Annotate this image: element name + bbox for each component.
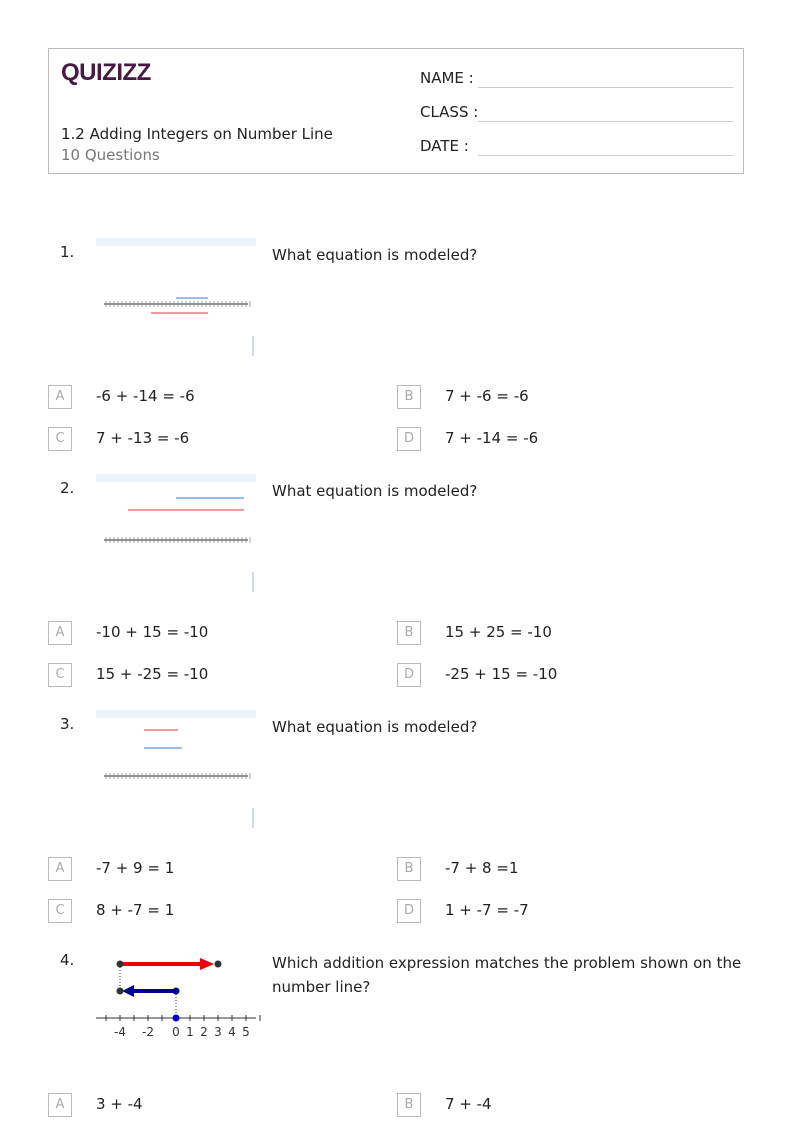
number-line-image: [96, 474, 256, 599]
option-letter-box: C: [48, 899, 72, 923]
name-label: NAME :: [420, 69, 474, 87]
quizizz-logo: QUIZIZZ: [61, 59, 151, 86]
class-field[interactable]: [420, 103, 478, 121]
tick-label: -4: [114, 1025, 126, 1039]
option-letter-box: A: [48, 385, 72, 409]
tick-label: 5: [242, 1025, 250, 1039]
option-text: 3 + -4: [96, 1095, 143, 1113]
option-text: -7 + 9 = 1: [96, 859, 175, 877]
option-text: -6 + -14 = -6: [96, 387, 195, 405]
option-letter-box: B: [397, 385, 421, 409]
tick-label: 4: [228, 1025, 236, 1039]
worksheet-header: [48, 48, 744, 174]
option-text: -25 + 15 = -10: [445, 665, 558, 683]
option-text: 7 + -13 = -6: [96, 429, 190, 447]
question-number: 4.: [60, 951, 75, 969]
number-line-image: [96, 710, 256, 835]
option-letter-box: C: [48, 663, 72, 687]
question-text: What equation is modeled?: [272, 718, 478, 736]
option-text: 15 + 25 = -10: [445, 623, 552, 641]
option-letter-box: A: [48, 621, 72, 645]
option-text: -10 + 15 = -10: [96, 623, 209, 641]
option-letter-box: B: [397, 1093, 421, 1117]
number-line-image: [96, 238, 256, 363]
option-text: 15 + -25 = -10: [96, 665, 209, 683]
option-text: 7 + -6 = -6: [445, 387, 529, 405]
question-text: What equation is modeled?: [272, 246, 478, 264]
tick-label: 2: [200, 1025, 208, 1039]
option-text: 1 + -7 = -7: [445, 901, 529, 919]
tick-label: 0: [172, 1025, 180, 1039]
tick-label: 3: [214, 1025, 222, 1039]
question-number: 3.: [60, 715, 75, 733]
option-text: 7 + -14 = -6: [445, 429, 539, 447]
number-line-image: [96, 946, 261, 1041]
option-letter-box: B: [397, 857, 421, 881]
question-text: Which addition expression matches the problem shown on the number line?: [272, 954, 742, 996]
option-letter-box: B: [397, 621, 421, 645]
option-letter-box: D: [397, 899, 421, 923]
class-label: CLASS :: [420, 103, 479, 121]
date-label: DATE :: [420, 137, 469, 155]
question-number: 2.: [60, 479, 75, 497]
option-letter-box: A: [48, 857, 72, 881]
option-text: 7 + -4: [445, 1095, 492, 1113]
date-field[interactable]: [420, 137, 469, 155]
option-letter-box: D: [397, 663, 421, 687]
option-letter-box: C: [48, 427, 72, 451]
question-text: What equation is modeled?: [272, 482, 478, 500]
option-letter-box: D: [397, 427, 421, 451]
question-number: 1.: [60, 243, 75, 261]
name-field[interactable]: [420, 69, 474, 87]
option-letter-box: A: [48, 1093, 72, 1117]
option-text: 8 + -7 = 1: [96, 901, 175, 919]
tick-label: 1: [186, 1025, 194, 1039]
worksheet-title: 1.2 Adding Integers on Number Line: [61, 125, 333, 143]
option-text: -7 + 8 =1: [445, 859, 519, 877]
question-count: 10 Questions: [61, 146, 160, 164]
tick-label: -2: [142, 1025, 154, 1039]
